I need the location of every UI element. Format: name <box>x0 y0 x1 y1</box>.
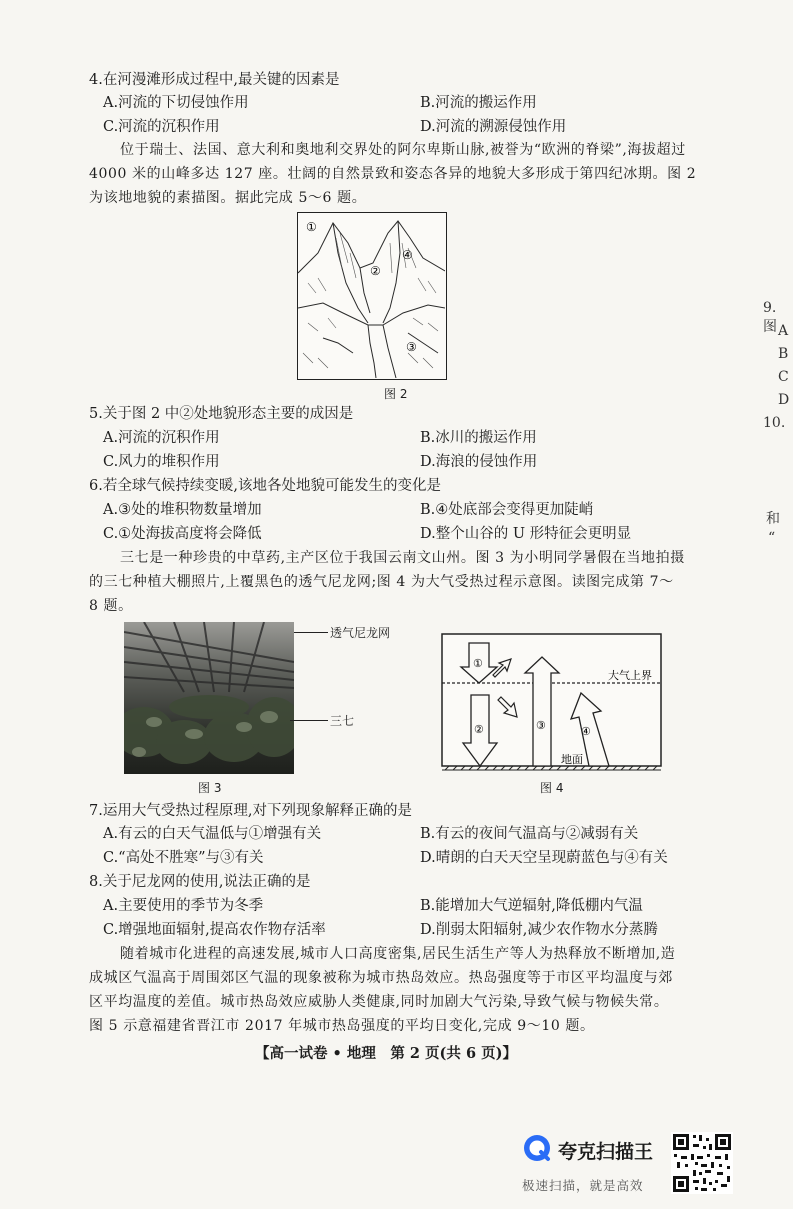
fig3-plant-pointer <box>290 720 328 721</box>
scanner-logo-icon <box>522 1133 552 1163</box>
fig2-marker-2: ② <box>370 264 381 278</box>
q4-option-a: A.河流的下切侵蚀作用 <box>103 95 249 111</box>
edge-he: 和 <box>766 511 780 527</box>
passage2-line3: 8 题。 <box>89 598 133 614</box>
fig4-marker-4: ④ <box>581 725 591 738</box>
q6-option-a: A.③处的堆积物数量增加 <box>103 502 262 518</box>
fig4-label-ground: 地面 <box>561 753 583 766</box>
qr-code-icon <box>671 1132 733 1194</box>
passage1-line1: 位于瑞士、法国、意大利和奥地利交界处的阿尔卑斯山脉,被誉为“欧洲的脊梁”,海拔超过 <box>120 142 686 158</box>
q4-stem: 4.在河漫滩形成过程中,最关键的因素是 <box>89 72 340 88</box>
q4-option-d: D.河流的溯源侵蚀作用 <box>420 119 567 135</box>
q6-option-c: C.①处海拔高度将会降低 <box>103 526 262 542</box>
figure-3-caption: 图 3 <box>198 781 222 795</box>
edge-quote: “ <box>768 530 776 546</box>
fig4-label-top: 大气上界 <box>608 669 652 682</box>
q8-option-b: B.能增加大气逆辐射,降低棚内气温 <box>420 898 643 914</box>
fig3-label-plant: 三七 <box>330 714 355 728</box>
q5-option-c: C.风力的堆积作用 <box>103 454 220 470</box>
q4-option-c: C.河流的沉积作用 <box>103 119 220 135</box>
edge-a: A <box>778 323 789 339</box>
q7-option-c: C.“高处不胜寒”与③有关 <box>103 850 264 866</box>
qr-code-image <box>671 1132 733 1194</box>
page-footer: 【高一试卷 • 地理 第 2 页(共 6 页)】 <box>255 1045 517 1062</box>
q6-option-d: D.整个山谷的 U 形特征会更明显 <box>420 526 632 542</box>
passage2-line2: 的三七种植大棚照片,上覆黑色的透气尼龙网;图 4 为大气受热过程示意图。读图完成第 7～ <box>89 574 674 590</box>
mountain-sketch-image <box>298 213 445 378</box>
q6-stem: 6.若全球气候持续变暖,该地各处地貌可能发生的变化是 <box>89 478 441 494</box>
fig3-label-net: 透气尼龙网 <box>330 626 391 640</box>
q8-option-a: A.主要使用的季节为冬季 <box>103 898 264 914</box>
fig4-marker-1: ① <box>473 657 483 670</box>
q7-stem: 7.运用大气受热过程原理,对下列现象解释正确的是 <box>89 803 412 819</box>
figure-3-photo <box>124 622 294 774</box>
fig3-net-pointer <box>294 632 328 633</box>
fig2-marker-3: ③ <box>406 340 417 354</box>
q5-option-d: D.海浪的侵蚀作用 <box>420 454 538 470</box>
fig4-marker-2: ② <box>474 723 484 736</box>
edge-q9: 9. 图 <box>763 300 777 335</box>
figure-2-caption: 图 2 <box>384 387 408 401</box>
figure-2-sketch <box>297 212 447 380</box>
scanner-logo-mark <box>522 1133 552 1163</box>
edge-c: C <box>778 369 789 385</box>
scanner-slogan: 极速扫描，就是高效 <box>522 1178 644 1193</box>
figure-4-diagram <box>441 633 663 773</box>
greenhouse-photo-image <box>124 622 294 774</box>
fig2-marker-4: ④ <box>402 248 413 262</box>
q5-stem: 5.关于图 2 中②处地貌形态主要的成因是 <box>89 406 354 422</box>
scanner-brand-name: 夸克扫描王 <box>558 1141 654 1163</box>
q7-option-a: A.有云的白天气温低与①增强有关 <box>103 826 322 842</box>
passage2-line1: 三七是一种珍贵的中草药,主产区位于我国云南文山州。图 3 为小明同学暑假在当地拍摄 <box>120 550 685 566</box>
q8-option-c: C.增强地面辐射,提高农作物存活率 <box>103 922 326 938</box>
passage3-line2: 成城区气温高于周围郊区气温的现象被称为城市热岛效应。热岛强度等于市区平均温度与郊 <box>89 970 673 986</box>
passage3-line4: 图 5 示意福建省晋江市 2017 年城市热岛强度的平均日变化,完成 9～10 题。 <box>89 1018 595 1034</box>
q8-stem: 8.关于尼龙网的使用,说法正确的是 <box>89 874 311 890</box>
edge-q10: 10. <box>763 415 786 431</box>
q5-option-a: A.河流的沉积作用 <box>103 430 220 446</box>
passage1-line2: 4000 米的山峰多达 127 座。壮阔的自然景致和姿态各异的地貌大多形成于第四纪冰期。图 2 <box>89 166 697 182</box>
q6-option-b: B.④处底部会变得更加陡峭 <box>420 502 594 518</box>
edge-b: B <box>778 346 789 362</box>
q7-option-d: D.晴朗的白天天空呈现蔚蓝色与④有关 <box>420 850 668 866</box>
fig2-marker-1: ① <box>306 220 317 234</box>
passage3-line3: 区平均温度的差值。城市热岛效应威胁人类健康,同时加剧大气污染,导致气候与物候失常。 <box>89 994 669 1010</box>
figure-4-caption: 图 4 <box>540 781 564 795</box>
q8-option-d: D.削弱太阳辐射,减少农作物水分蒸腾 <box>420 922 658 938</box>
q5-option-b: B.冰川的搬运作用 <box>420 430 537 446</box>
passage1-line3: 为该地地貌的素描图。据此完成 5～6 题。 <box>89 190 367 206</box>
atmosphere-heating-diagram <box>441 633 663 773</box>
q7-option-b: B.有云的夜间气温高与②减弱有关 <box>420 826 639 842</box>
q4-option-b: B.河流的搬运作用 <box>420 95 537 111</box>
fig4-marker-3: ③ <box>536 719 546 732</box>
passage3-line1: 随着城市化进程的高速发展,城市人口高度密集,居民生活生产等人为热释放不断增加,造 <box>120 946 676 962</box>
edge-d: D <box>778 392 790 408</box>
